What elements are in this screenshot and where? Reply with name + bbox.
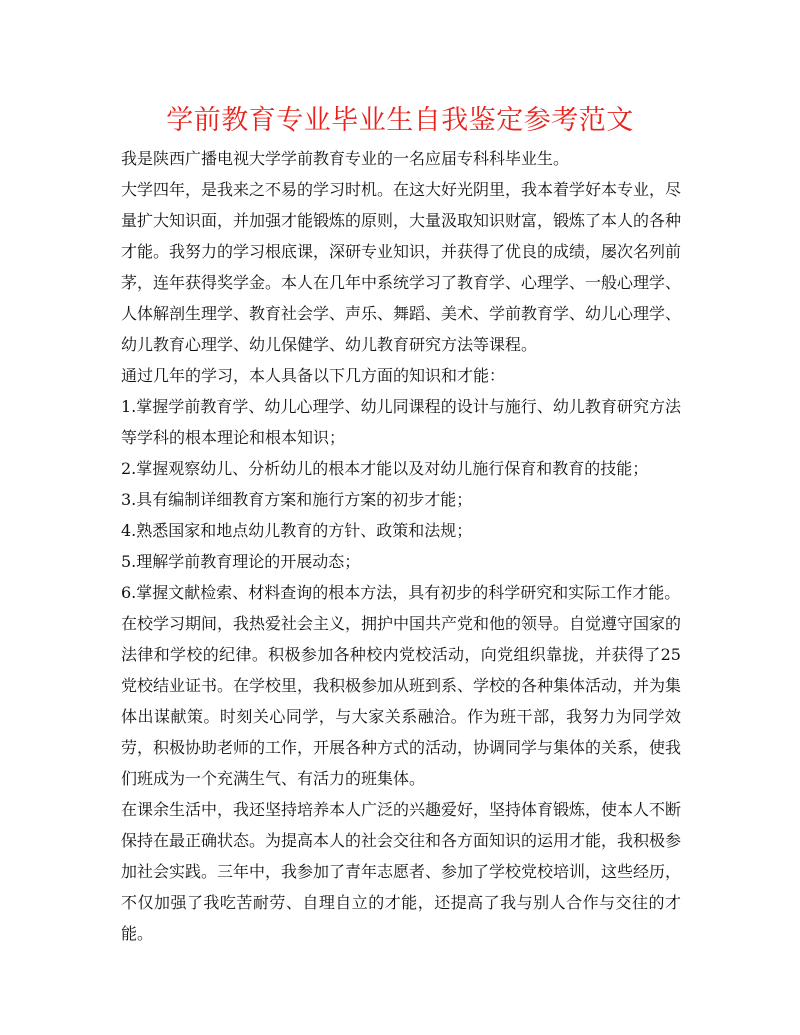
paragraph-school-life: 在校学习期间，我热爱社会主义，拥护中国共产党和他的领导。自觉遵守国家的法律和学校的纪律。积极参加各种校内党校活动，向党组织靠拢，并获得了25党校结业证书。在学校里，我积极参加从班到系、学校的各种集体活动，并为集体出谋献策。时刻关心同学，与大家关系融洽。作为班干部，我努力为同学效劳，积极协助老师的工作，开展各种方式的活动，协调同学与集体的关系，使我们班成为一个充满生气、有活力的班集体。	[121, 614, 682, 788]
paragraph-intro: 我是陕西广播电视大学学前教育专业的一名应届专科科毕业生。	[121, 149, 570, 168]
paragraph-study-years: 大学四年，是我来之不易的学习时机。在这大好光阴里，我本着学好本专业，尽量扩大知识面，并加强才能锻炼的原则，大量汲取知识财富，锻炼了本人的各种才能。我努力的学习根底课，深研专业知识，并获得了优良的成绩，屡次名列前茅，连年获得奖学金。本人在几年中系统学习了教育学、心理学、一般心理学、人体解剖生理学、教育社会学、声乐、舞蹈、美术、学前教育学、幼儿心理学、幼儿教育心理学、幼儿保健学、幼儿教育研究方法等课程。	[121, 180, 682, 354]
list-item-ability-4: 4.熟悉国家和地点幼儿教育的方针、政策和法规；	[121, 521, 473, 540]
list-item-ability-3: 3.具有编制详细教育方案和施行方案的初步才能；	[121, 490, 473, 509]
document-body	[121, 143, 681, 949]
list-item-ability-2: 2.掌握观察幼儿、分析幼儿的根本才能以及对幼儿施行保育和教育的技能；	[121, 459, 649, 478]
paragraph-extracurricular: 在课余生活中，我还坚持培养本人广泛的兴趣爱好，坚持体育锻炼，使本人不断保持在最正确状态。为提高本人的社会交往和各方面知识的运用才能，我积极参加社会实践。三年中，我参加了青年志愿者、参加了学校党校培训，这些经历，不仅加强了我吃苦耐劳、自理自立的才能，还提高了我与别人合作与交往的才能。	[121, 800, 682, 943]
list-item-ability-1: 1.掌握学前教育学、幼儿心理学、幼儿同课程的设计与施行、幼儿教育研究方法等学科的根本理论和根本知识；	[121, 397, 681, 447]
document-title: 学前教育专业毕业生自我鉴定参考范文	[166, 105, 634, 136]
list-item-ability-5: 5.理解学前教育理论的开展动态；	[121, 552, 361, 571]
paragraph-abilities-intro: 通过几年的学习，本人具备以下几方面的知识和才能：	[121, 366, 506, 385]
list-item-ability-6: 6.掌握文献检索、材料查询的根本方法，具有初步的科学研究和实际工作才能。	[121, 583, 681, 602]
